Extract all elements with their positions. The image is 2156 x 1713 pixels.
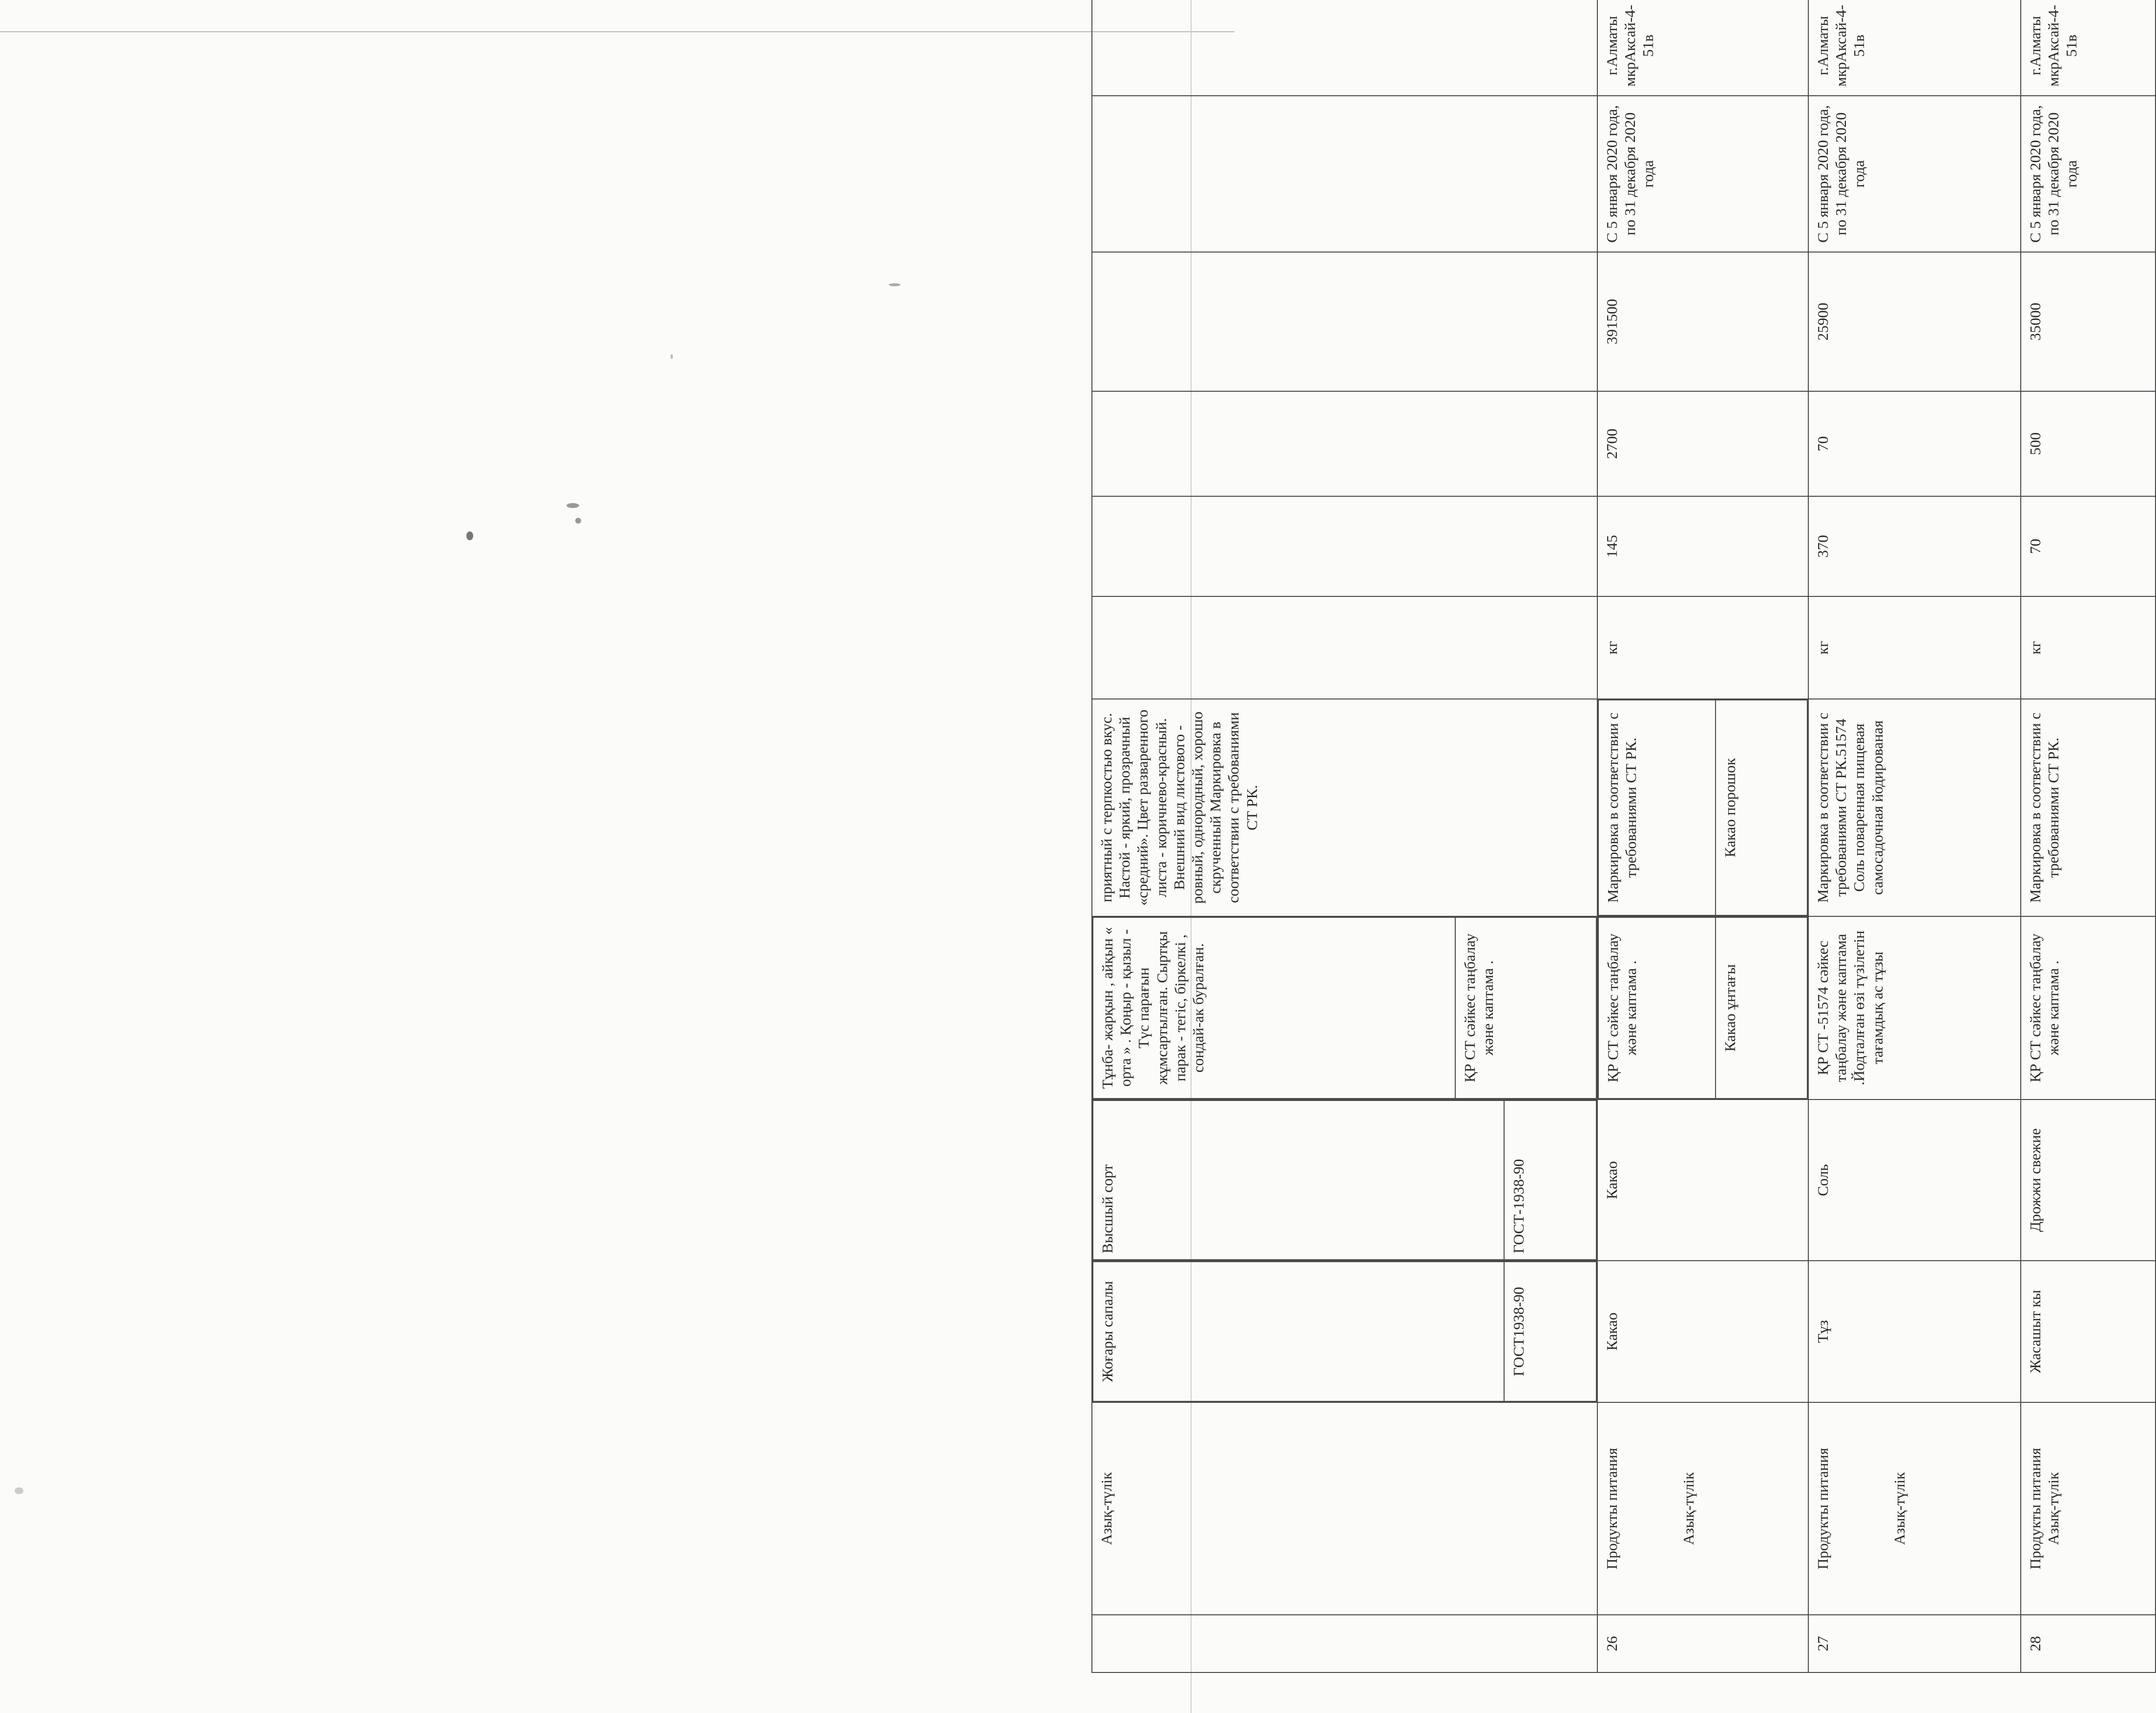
cell-name <box>2021 1402 2156 1615</box>
cell-period: С 5 января 2020 года, по 31 декабря 2020 года <box>1597 96 1808 252</box>
cell-price: 500 <box>2021 391 2156 496</box>
cell-name-ru <box>1092 1100 1597 1261</box>
cell-num: 26 <box>1597 1615 1808 1672</box>
name-ru: Продукты питания <box>1603 1448 1620 1569</box>
cell-num: 28 <box>2021 1615 2156 1672</box>
cell-name-ru: Какао <box>1597 1100 1808 1261</box>
cell-desc-kz-text: ҚР СТ сәйкес таңбалау және каптама . <box>1598 917 1716 1099</box>
table-row-28 <box>2021 0 2156 1672</box>
cell-name-kz <box>1092 1261 1597 1402</box>
cell-price <box>1092 391 1597 496</box>
cell-qty: 70 <box>2021 496 2156 596</box>
name-kz: Азық-түлік <box>1891 1472 1908 1545</box>
cell-name: Азық-түлік <box>1092 1402 1597 1615</box>
cell-num <box>1092 1615 1597 1672</box>
cell-name-kz: Какао <box>1597 1261 1808 1402</box>
table-row-continuation <box>1092 0 1597 1672</box>
cell-unit: кг <box>1597 596 1808 699</box>
cell-name-ru-text: Высшый сорт <box>1093 1100 1504 1260</box>
cell-sum: 35000 <box>2021 252 2156 391</box>
cell-place: г.Алматы мкрАксай-4-51в <box>2021 0 2156 96</box>
cell-desc-ru-text: Маркировка в соответствии с требованиями СТ РК. <box>1598 700 1716 915</box>
scan-edge-top <box>0 31 1235 32</box>
name-ru: Продукты питания <box>2027 1448 2044 1569</box>
cell-num: 27 <box>1808 1615 2021 1672</box>
cell-sum: 25900 <box>1808 252 2021 391</box>
cell-sum <box>1092 252 1597 391</box>
cell-desc-kz <box>1597 916 1808 1100</box>
cell-sum: 391500 <box>1597 252 1808 391</box>
cell-desc-kz: ҚР СТ сәйкес таңбалау және каптама . <box>2021 916 2156 1100</box>
cell-name-ru: Соль <box>1808 1100 2021 1261</box>
cell-unit: кг <box>1808 596 2021 699</box>
name-ru: Продукты питания <box>1814 1448 1831 1569</box>
cell-gost-kz: ГОСТ1938-90 <box>1504 1262 1596 1401</box>
cell-desc-kz-extra: Какао ұнтағы <box>1716 917 1807 1099</box>
cell-unit: кг <box>2021 596 2156 699</box>
rotated-table-sheet <box>1091 4 2155 1673</box>
cell-name <box>1808 1402 2021 1615</box>
cell-desc-kz-marking: ҚР СТ сәйкес таңбалау және каптама . <box>1455 917 1596 1099</box>
cell-gost-ru: ГОСТ-1938-90 <box>1504 1100 1596 1260</box>
cell-period: С 5 января 2020 года, по 31 декабря 2020 года <box>1808 96 2021 252</box>
scan-speck <box>575 518 581 524</box>
scan-speck <box>466 531 473 540</box>
cell-desc-ru <box>1597 699 1808 916</box>
scan-speck <box>889 283 900 286</box>
cell-price: 2700 <box>1597 391 1808 496</box>
cell-qty: 370 <box>1808 496 2021 596</box>
cell-name <box>1597 1402 1808 1615</box>
cell-qty <box>1092 496 1597 596</box>
cell-name-kz: Жасашыт кы <box>2021 1261 2156 1402</box>
table-row-26 <box>1597 0 1808 1672</box>
cell-desc-kz-text: Тұнба- жарқын , айқын « орта » . Қоңыр - қызыл - Түс парағын жұмсартылған. Сыртқы парак - тегіс, біркелкі , сондай-ак буралған. <box>1093 917 1455 1099</box>
table-row-27 <box>1808 0 2021 1672</box>
cell-desc-ru: Маркировка в соответствии с требованиями СТ РК.51574 Соль поваренная пищевая самосадочная йодированая <box>1808 699 2021 916</box>
cell-desc-kz <box>1092 916 1597 1100</box>
cell-desc-ru: Маркировка в соответствии с требованиями СТ РК. <box>2021 699 2156 916</box>
cell-period <box>1092 96 1597 252</box>
cell-desc-ru: приятный с терпкостью вкус. Настой - яркий, прозрачный «средний». Цвет разваренного листа - коричнево-красный. Внешний вид листового - ровный, однородный, хорошо скрученный Маркировка в соответствии с требованиями СТ РК. <box>1092 699 1597 916</box>
cell-desc-kz: ҚР СТ -51574 сәйкес таңбалау және каптама .Йодталған өзі түзілетін тағамдық ас тұзы <box>1808 916 2021 1100</box>
cell-name-kz-text: Жоғары сапалы <box>1093 1262 1504 1401</box>
cell-period: С 5 января 2020 года, по 31 декабря 2020 года <box>2021 96 2156 252</box>
cell-qty: 145 <box>1597 496 1808 596</box>
scan-speck <box>15 1487 23 1494</box>
cell-name-ru: Дрожжи свежие <box>2021 1100 2156 1261</box>
cell-name-kz: Тұз <box>1808 1261 2021 1402</box>
cell-place <box>1092 0 1597 96</box>
scan-speck <box>670 354 673 359</box>
name-kz: Азық-түлік <box>2045 1472 2062 1545</box>
cell-desc-ru-extra: Какао порошок <box>1716 700 1807 915</box>
cell-price: 70 <box>1808 391 2021 496</box>
name-kz: Азық-түлік <box>1680 1472 1697 1545</box>
cell-place: г.Алматы мкрАксай-4-51в <box>1808 0 2021 96</box>
cell-unit <box>1092 596 1597 699</box>
cell-place: г.Алматы мкрАксай-4-51в <box>1597 0 1808 96</box>
procurement-table <box>1091 0 2156 1673</box>
scan-speck <box>566 503 579 508</box>
